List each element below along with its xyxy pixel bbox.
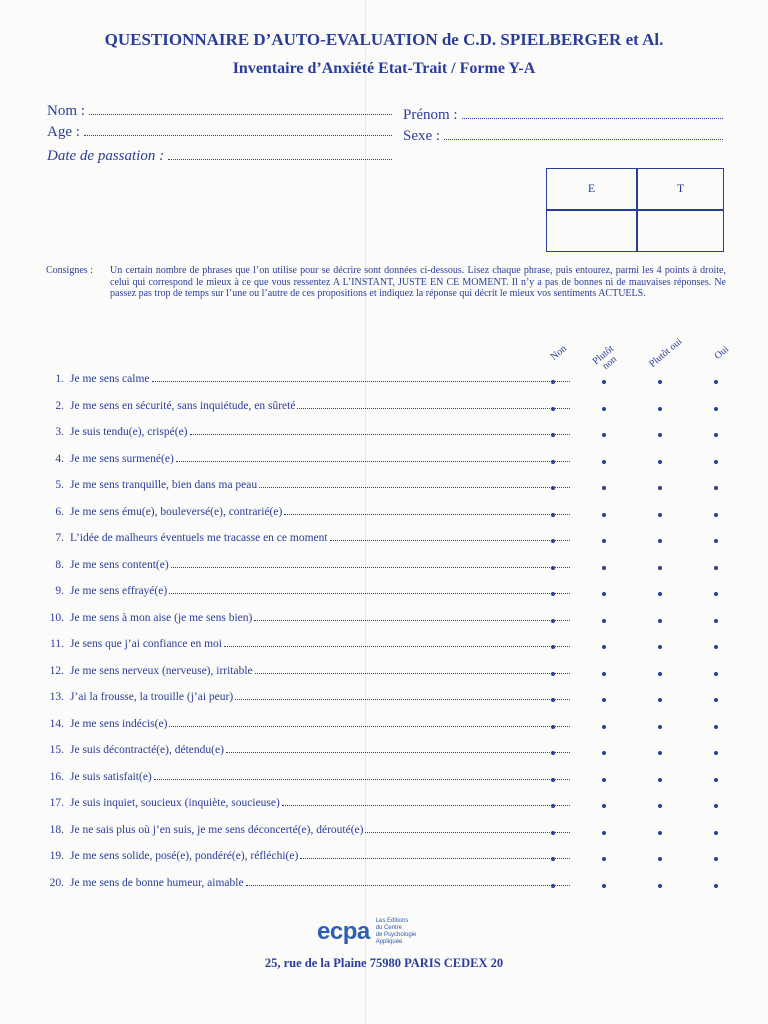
sexe-label: Sexe : <box>403 128 441 144</box>
date-label: Date de passation : <box>47 148 165 164</box>
response-dot-non[interactable] <box>551 460 555 464</box>
response-dot-non[interactable] <box>551 884 555 888</box>
item-text: Je me sens tranquille, bien dans ma peau <box>70 479 258 491</box>
item-statement <box>70 744 570 756</box>
response-dot-oui[interactable] <box>714 513 718 517</box>
item-number: 10. <box>49 611 64 624</box>
response-dot-non[interactable] <box>551 433 555 437</box>
response-dot-non[interactable] <box>551 592 555 596</box>
response-dot-plutot-non[interactable] <box>602 831 606 835</box>
response-dot-non[interactable] <box>551 831 555 835</box>
response-dot-plutot-oui[interactable] <box>658 619 662 623</box>
item-number: 2. <box>55 399 64 412</box>
age-label: Age : <box>47 124 80 140</box>
item-leader-dots <box>190 433 570 435</box>
item-number: 19. <box>49 850 64 862</box>
item-leader-dots <box>235 698 570 700</box>
response-dot-plutot-non[interactable] <box>602 592 606 596</box>
item-leader-dots <box>330 539 570 541</box>
publisher-address: 25, rue de la Plaine 75980 PARIS CEDEX 20 <box>264 956 504 970</box>
response-dot-plutot-oui[interactable] <box>658 460 662 464</box>
item-leader-dots <box>254 619 570 621</box>
item-text: Je ne sais plus où j’en suis, je me sens déconcerté(e), dérouté(e) <box>70 823 364 836</box>
item-leader-dots <box>176 460 570 462</box>
item-text: Je suis décontracté(e), détendu(e) <box>70 744 224 756</box>
item-row <box>46 400 746 420</box>
instructions-label: Consignes : <box>46 265 93 276</box>
item-number: 6. <box>55 505 64 518</box>
response-dot-plutot-non[interactable] <box>602 672 606 676</box>
response-dot-non[interactable] <box>551 539 555 543</box>
response-dot-oui[interactable] <box>714 486 718 490</box>
response-dot-plutot-non[interactable] <box>602 751 606 755</box>
prenom-blank[interactable] <box>462 117 723 119</box>
response-dot-plutot-non[interactable] <box>602 804 606 808</box>
item-statement <box>70 665 570 677</box>
item-row <box>46 506 746 526</box>
response-dot-oui[interactable] <box>714 672 718 676</box>
item-row <box>46 426 746 446</box>
response-dot-plutot-non[interactable] <box>602 407 606 411</box>
response-dot-plutot-non[interactable] <box>602 380 606 384</box>
response-dot-oui[interactable] <box>714 407 718 411</box>
instructions-text: Un certain nombre de phrases que l’on utilise pour se décrire sont données ci-dessous. Lisez chaque phrase, puis entourez, parmi les 4 points à droite, celui qui correspond le mieux à ce que vous ressentez A L’INSTANT, JUSTE EN CE MOMENT. Il n’y a pas de bonnes ni de mauvaises réponses. Ne passez pas trop de temps sur l’une ou l’autre de ces propositions et indiquez la réponse qui décrit le mieux vos sentiments ACTUELS. <box>110 265 726 299</box>
response-dot-oui[interactable] <box>714 725 718 729</box>
item-statement <box>70 824 570 836</box>
response-dot-oui[interactable] <box>714 539 718 543</box>
ecpa-logo <box>317 918 416 946</box>
response-dot-non[interactable] <box>551 619 555 623</box>
nom-label: Nom : <box>47 103 85 119</box>
response-dot-plutot-oui[interactable] <box>658 751 662 755</box>
response-dot-plutot-oui[interactable] <box>658 407 662 411</box>
item-number: 7. <box>55 532 64 544</box>
item-row <box>46 585 746 605</box>
response-dot-oui[interactable] <box>714 857 718 861</box>
response-dot-plutot-non[interactable] <box>602 884 606 888</box>
item-statement <box>70 559 570 571</box>
item-number: 1. <box>55 373 64 385</box>
item-row <box>46 824 746 844</box>
response-dot-non[interactable] <box>551 778 555 782</box>
response-dot-non[interactable] <box>551 486 555 490</box>
response-dot-plutot-non[interactable] <box>602 566 606 570</box>
item-leader-dots <box>152 380 570 382</box>
item-number: 14. <box>49 717 64 730</box>
age-blank[interactable] <box>84 134 392 136</box>
response-dot-plutot-oui[interactable] <box>658 831 662 835</box>
column-header-1: Plutôt non <box>590 343 620 372</box>
logo-subtitle-line: de Psychologie <box>375 932 417 938</box>
date-blank[interactable] <box>168 158 392 160</box>
column-header-3: Oui <box>712 343 732 362</box>
response-dot-oui[interactable] <box>714 751 718 755</box>
item-text: Je me sens nerveux (nerveuse), irritable <box>70 664 253 677</box>
item-row <box>46 479 746 499</box>
item-text: Je me sens en sécurité, sans inquiétude, en sûreté <box>70 399 296 412</box>
item-leader-dots <box>284 513 570 515</box>
age-field[interactable] <box>47 124 392 141</box>
item-number: 13. <box>49 691 64 703</box>
response-dot-plutot-oui[interactable] <box>658 513 662 517</box>
item-row <box>46 532 746 552</box>
response-dot-plutot-oui[interactable] <box>658 857 662 861</box>
item-number: 3. <box>55 426 64 438</box>
item-leader-dots <box>224 645 570 647</box>
response-dot-plutot-non[interactable] <box>602 539 606 543</box>
response-dot-oui[interactable] <box>714 619 718 623</box>
item-text: Je me sens surmené(e) <box>70 452 174 465</box>
item-row <box>46 718 746 738</box>
item-row <box>46 612 746 632</box>
nom-field[interactable] <box>47 103 392 120</box>
response-dot-non[interactable] <box>551 672 555 676</box>
item-leader-dots <box>297 407 570 409</box>
prenom-label: Prénom : <box>403 107 458 123</box>
item-text: J’ai la frousse, la trouille (j’ai peur) <box>70 691 234 703</box>
response-dot-plutot-oui[interactable] <box>658 380 662 384</box>
item-statement <box>70 453 570 465</box>
sexe-blank[interactable] <box>444 138 723 140</box>
response-dot-non[interactable] <box>551 380 555 384</box>
response-dot-plutot-non[interactable] <box>602 619 606 623</box>
item-text: L’idée de malheurs éventuels me tracasse en ce moment <box>70 532 328 544</box>
logo-subtitle-line: Les Editions <box>375 918 409 924</box>
item-number: 12. <box>49 664 64 677</box>
item-text: Je me sens de bonne humeur, aimable <box>70 876 244 889</box>
response-dot-plutot-oui[interactable] <box>658 539 662 543</box>
response-dot-plutot-non[interactable] <box>602 460 606 464</box>
response-dot-plutot-non[interactable] <box>602 433 606 437</box>
item-text: Je me sens content(e) <box>70 558 169 571</box>
item-text: Je me sens solide, posé(e), pondéré(e), réfléchi(e) <box>70 850 299 862</box>
item-statement <box>70 850 570 862</box>
response-dot-plutot-non[interactable] <box>602 513 606 517</box>
item-row <box>46 771 746 791</box>
item-text: Je suis tendu(e), crispé(e) <box>70 426 188 438</box>
form-title: QUESTIONNAIRE D’AUTO-EVALUATION de C.D. SPIELBERGER et Al. <box>104 30 664 49</box>
item-row <box>46 453 746 473</box>
date-field[interactable] <box>47 148 392 165</box>
item-number: 16. <box>49 770 64 783</box>
item-leader-dots <box>169 592 570 594</box>
item-leader-dots <box>282 804 570 806</box>
item-text: Je suis inquiet, soucieux (inquiète, soucieuse) <box>70 797 280 809</box>
item-text: Je suis satisfait(e) <box>70 770 152 783</box>
response-dot-plutot-oui[interactable] <box>658 884 662 888</box>
item-statement <box>70 718 570 730</box>
response-dot-non[interactable] <box>551 725 555 729</box>
form-subtitle: Inventaire d’Anxiété Etat-Trait / Forme Y-A <box>232 60 536 77</box>
item-statement <box>70 373 570 385</box>
item-text: Je me sens indécis(e) <box>70 717 168 730</box>
response-dot-plutot-non[interactable] <box>602 725 606 729</box>
score-t-label: T <box>676 181 685 195</box>
instructions <box>46 265 726 300</box>
response-dot-plutot-non[interactable] <box>602 645 606 649</box>
item-row <box>46 877 746 897</box>
item-statement <box>70 771 570 783</box>
item-row <box>46 638 746 658</box>
response-dot-plutot-oui[interactable] <box>658 486 662 490</box>
item-text: Je me sens à mon aise (je me sens bien) <box>70 611 253 624</box>
response-dot-non[interactable] <box>551 804 555 808</box>
item-leader-dots <box>154 778 570 780</box>
response-dot-oui[interactable] <box>714 778 718 782</box>
item-number: 8. <box>55 558 64 571</box>
response-dot-oui[interactable] <box>714 460 718 464</box>
response-dot-non[interactable] <box>551 645 555 649</box>
response-dot-plutot-non[interactable] <box>602 698 606 702</box>
item-statement <box>70 612 570 624</box>
response-dot-non[interactable] <box>551 751 555 755</box>
response-dot-plutot-oui[interactable] <box>658 566 662 570</box>
item-text: Je me sens effrayé(e) <box>70 585 168 597</box>
item-statement <box>70 532 570 544</box>
item-number: 17. <box>49 797 64 809</box>
response-dot-plutot-non[interactable] <box>602 778 606 782</box>
response-dot-oui[interactable] <box>714 566 718 570</box>
response-dot-plutot-oui[interactable] <box>658 645 662 649</box>
item-row <box>46 744 746 764</box>
item-leader-dots <box>365 831 570 833</box>
response-dot-non[interactable] <box>551 407 555 411</box>
item-row <box>46 665 746 685</box>
response-dot-plutot-oui[interactable] <box>658 433 662 437</box>
response-dot-oui[interactable] <box>714 884 718 888</box>
item-leader-dots <box>259 486 570 488</box>
item-text: Je me sens calme <box>70 373 150 385</box>
item-number: 5. <box>55 479 64 491</box>
response-dot-plutot-oui[interactable] <box>658 698 662 702</box>
response-dot-plutot-oui[interactable] <box>658 778 662 782</box>
response-dot-plutot-oui[interactable] <box>658 672 662 676</box>
response-dot-non[interactable] <box>551 857 555 861</box>
item-leader-dots <box>255 672 570 674</box>
item-number: 20. <box>49 876 64 889</box>
response-dot-oui[interactable] <box>714 433 718 437</box>
item-number: 4. <box>55 452 64 465</box>
response-dot-oui[interactable] <box>714 831 718 835</box>
logo-subtitle-line: du Centre <box>375 925 403 931</box>
logo-subtitle <box>376 918 417 946</box>
item-statement <box>70 426 570 438</box>
score-box <box>546 168 724 252</box>
item-leader-dots <box>171 566 570 568</box>
sexe-field[interactable] <box>403 128 723 145</box>
prenom-field[interactable] <box>403 107 723 124</box>
response-dot-oui[interactable] <box>714 804 718 808</box>
response-dot-oui[interactable] <box>714 645 718 649</box>
item-leader-dots <box>226 751 570 753</box>
item-statement <box>70 479 570 491</box>
item-leader-dots <box>169 725 570 727</box>
item-statement <box>70 506 570 518</box>
item-text: Je me sens ému(e), bouleversé(e), contrarié(e) <box>70 505 283 518</box>
response-dot-plutot-oui[interactable] <box>658 725 662 729</box>
item-statement <box>70 797 570 809</box>
item-row <box>46 850 746 870</box>
item-statement <box>70 691 570 703</box>
response-dot-plutot-non[interactable] <box>602 486 606 490</box>
item-number: 18. <box>49 823 64 836</box>
item-statement <box>70 638 570 650</box>
response-dot-plutot-oui[interactable] <box>658 592 662 596</box>
response-dot-oui[interactable] <box>714 380 718 384</box>
logo-text: ecpa <box>317 918 370 945</box>
logo-subtitle-line: Appliquée <box>375 939 403 945</box>
item-row <box>46 373 746 393</box>
score-e-label: E <box>587 181 596 195</box>
column-header-2: Plutôt oui <box>647 336 685 370</box>
response-dot-non[interactable] <box>551 698 555 702</box>
item-statement <box>70 400 570 412</box>
item-leader-dots <box>246 884 570 886</box>
response-dot-oui[interactable] <box>714 592 718 596</box>
item-number: 15. <box>49 744 64 756</box>
item-leader-dots <box>300 857 570 859</box>
item-text: Je sens que j’ai confiance en moi <box>70 638 222 650</box>
response-dot-non[interactable] <box>551 566 555 570</box>
item-statement <box>70 877 570 889</box>
item-statement <box>70 585 570 597</box>
response-dot-plutot-oui[interactable] <box>658 804 662 808</box>
score-box-header-line <box>547 209 723 211</box>
response-dot-oui[interactable] <box>714 698 718 702</box>
item-number: 9. <box>55 585 64 597</box>
nom-blank[interactable] <box>89 113 392 115</box>
response-dot-non[interactable] <box>551 513 555 517</box>
item-row <box>46 559 746 579</box>
item-row <box>46 691 746 711</box>
column-header-0: Non <box>548 343 569 363</box>
response-dot-plutot-non[interactable] <box>602 857 606 861</box>
item-number: 11. <box>50 638 64 650</box>
item-row <box>46 797 746 817</box>
